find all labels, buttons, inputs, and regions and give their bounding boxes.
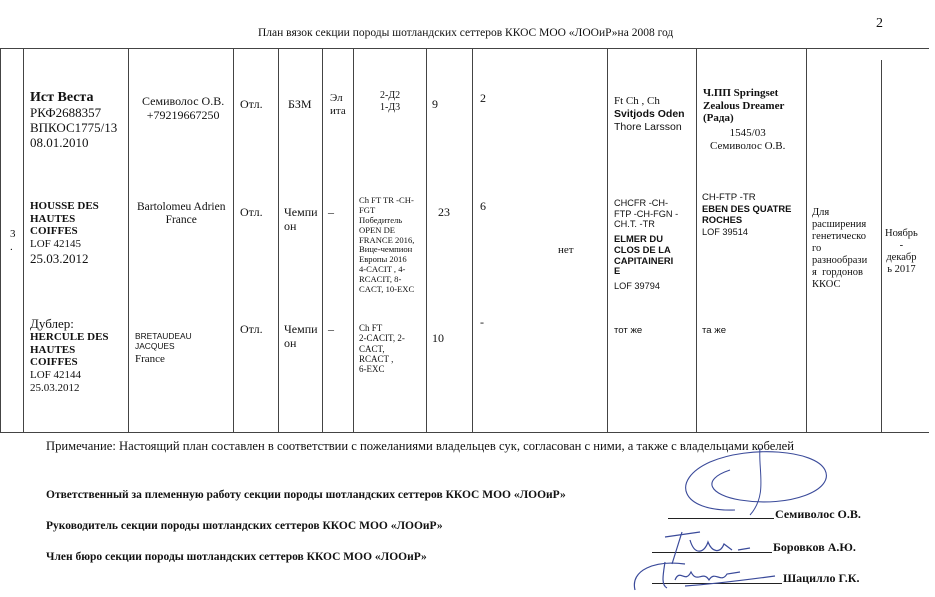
time-period: Ноябрь - декабр ь 2017 [885,228,918,276]
note: Примечание: Настоящий план составлен в соответствии с пожеланиями владельцев сук, согласован с ними, а также с владельцами кобелей [46,439,794,453]
female-exterior: Отл. [240,97,263,111]
result-note: нет [558,244,574,256]
page-number: 2 [876,16,883,31]
female-mother-reg: 1545/03 Семиволос О.В. [710,127,786,152]
male2-age: 10 [432,331,444,345]
signature-name-1: Семиволос О.В. [775,507,861,521]
purpose: Для расширения генетическо го разнообрази я гордонов ККОС [812,207,868,291]
male2-father: тот же [614,325,643,336]
female-mother: Ч.ПП Springset Zealous Dreamer (Рада) [703,87,785,125]
male2-label: Дублер: [30,316,74,331]
female-name: Ист Веста [30,90,94,105]
female-litters: 2 [480,91,486,105]
male1-father-titles: CHCFR -CH- FTP -CH-FGN - CH.T. -TR [614,198,679,230]
male1-exterior: Отл. [240,205,263,219]
male1-father-reg: LOF 39794 [614,281,660,291]
male1-mother-reg: LOF 39514 [702,227,748,237]
male1-age: 23 [438,205,450,219]
signature-name-2: Боровков А.Ю. [773,540,856,554]
female-father-name: Svitjods Oden [614,108,685,120]
male2-litters: - [480,315,484,329]
male1-class: – [328,205,334,219]
female-father-owner: Thore Larsson [614,121,682,133]
male2-exterior: Отл. [240,322,263,336]
female-work: БЗМ [288,97,312,111]
signature-role-3: Член бюро секции породы шотландских сеттеров ККОС МОО «ЛООиР» [46,551,427,563]
female-reg: РКФ2688357 ВПКОС1775/13 08.01.2010 [30,105,118,150]
female-father: Ft Ch , Ch [614,95,660,107]
female-owner: Семиволос О.В. +79219667250 [142,94,225,122]
male2-titles: Ch FT 2-CACIT, 2- CACT, RCACT , 6-EXC [359,323,405,375]
male2-mother: та же [702,325,727,336]
female-age: 9 [432,97,438,111]
male1-father-name: ELMER DU CLOS DE LA CAPITAINERI E [614,233,674,277]
male1-titles: Ch FT TR -CH- FGT Победитель OPEN DE FRANCE 2016, Вице-чемпион Европы 2016 4-CACIT , 4- RCACIT, 8- CACT, 10-EXC [359,195,415,294]
page-title: План вязок секции породы шотландских сеттеров ККОС МОО «ЛООиР»на 2008 год [258,27,674,39]
male1-mother-name: EBEN DES QUATRE ROCHES [702,203,792,225]
male1-work: Чемпи он [284,205,318,233]
signature-scribble-3 [625,550,795,595]
male1-reg: LOF 42145 [30,238,82,250]
signature-scribble-1 [640,440,840,520]
row-number: 3 . [10,228,16,253]
male2-reg: LOF 42144 25.03.2012 [30,369,82,394]
male1-owner: Bartolomeu Adrien France [137,201,226,227]
male2-name: HERCULE DES HAUTES COIFFES [30,331,109,369]
male1-mother-titles: CH-FTP -TR [702,192,756,203]
male2-work: Чемпи он [284,322,318,350]
male1-litters: 6 [480,199,486,213]
male1-date: 25.03.2012 [30,251,89,266]
male2-class: – [328,322,334,336]
female-class: Эл ита [330,92,346,117]
signature-role-2: Руководитель секции породы шотландских сеттеров ККОС МОО «ЛООиР» [46,520,443,532]
male2-owner-country: France [135,353,165,365]
male2-owner-name: BRETAUDEAU JACQUES [135,331,192,351]
female-diplomas: 2-Д2 1-Д3 [380,90,401,113]
signature-role-1: Ответственный за племенную работу секции породы шотландских сеттеров ККОС МОО «ЛООиР» [46,489,566,501]
signature-name-3: Шацилло Г.К. [783,571,860,585]
male1-name: HOUSSE DES HAUTES COIFFES [30,200,99,238]
